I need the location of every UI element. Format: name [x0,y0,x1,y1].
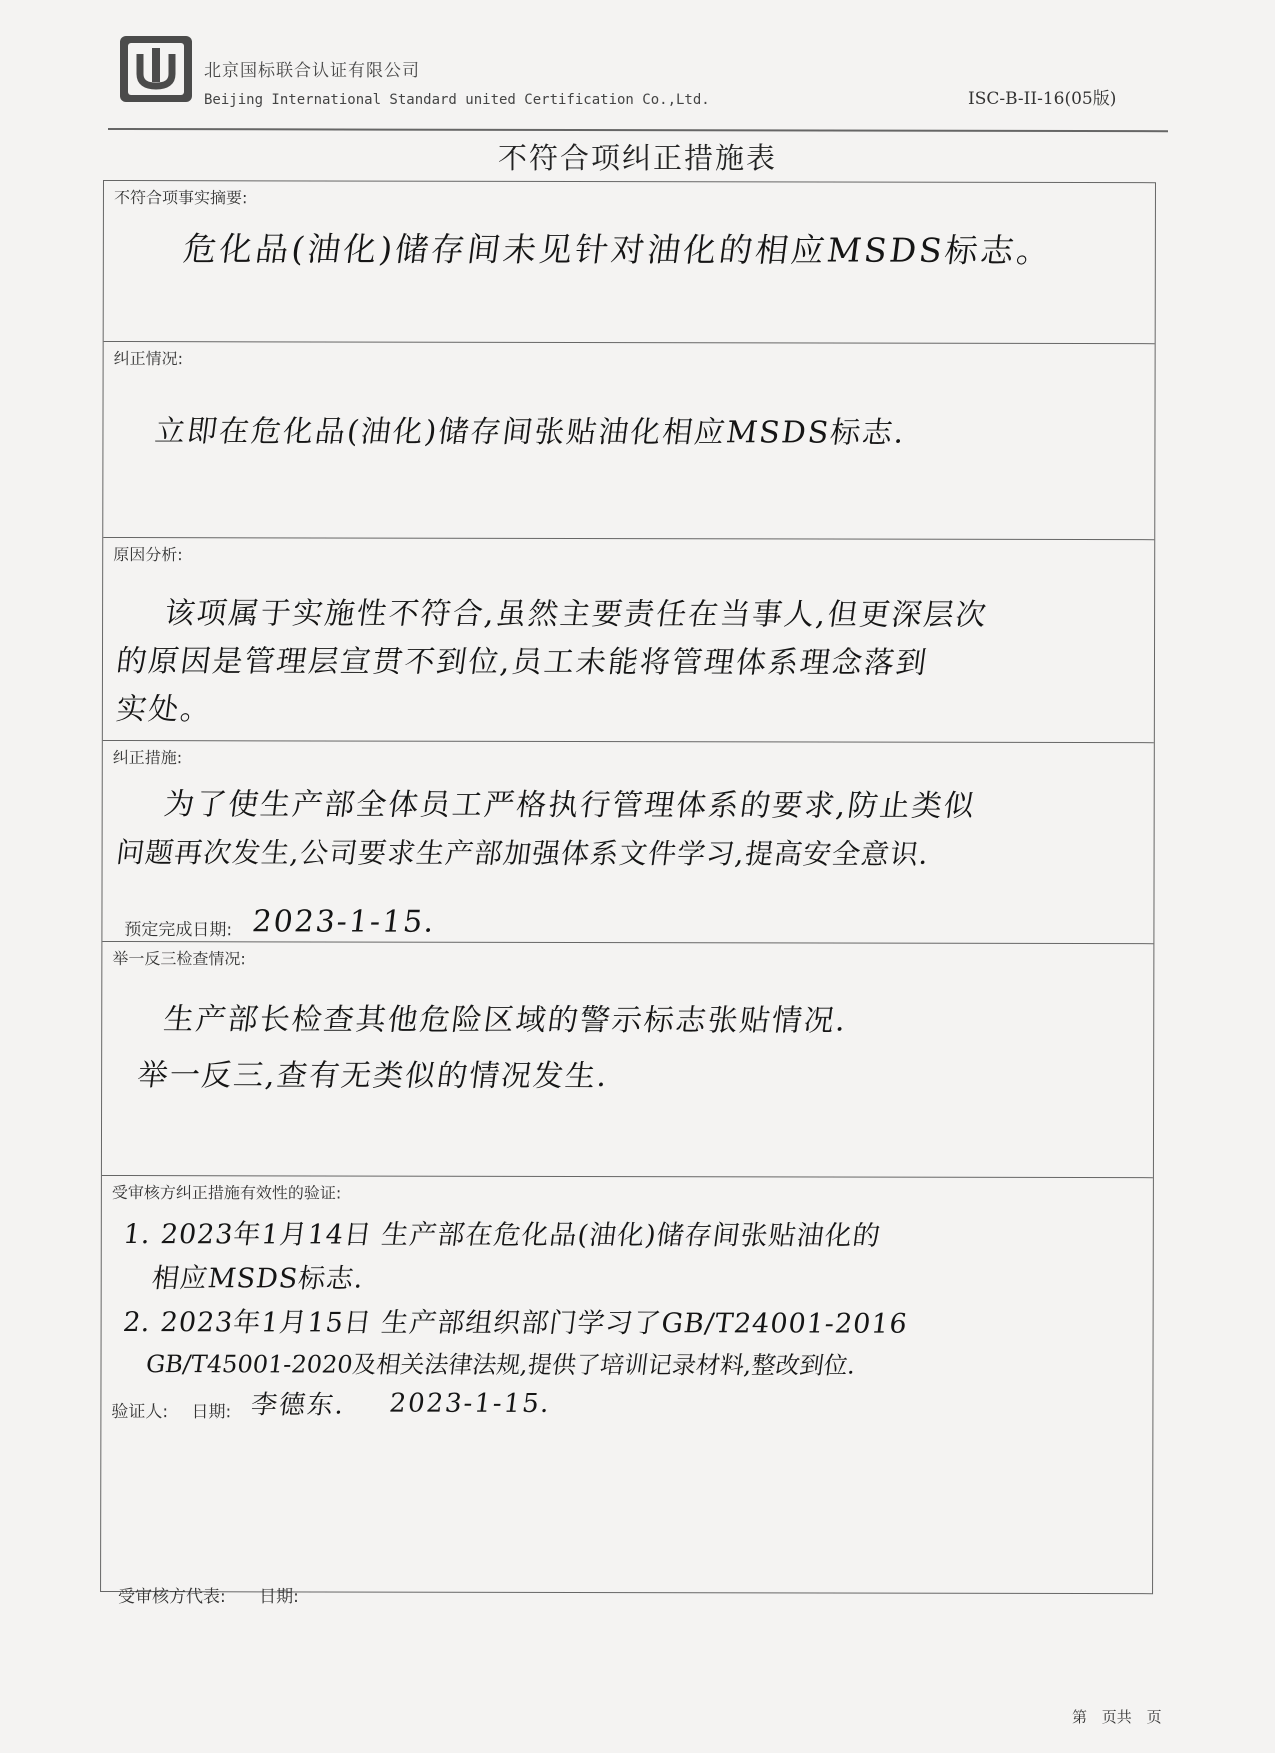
section-cause [103,537,1154,742]
cause-label: 原因分析: [113,545,183,565]
representative-row [118,1582,327,1607]
correction-text: 立即在危化品(油化)储存间张贴油化相应MSDS标志. [152,414,909,451]
company-logo-icon [118,34,194,104]
cause-line: 的原因是管理层宣贯不到位,员工未能将管理体系理念落到 [114,644,931,681]
verification-line: 相应MSDS标志. [121,1263,366,1295]
verification-line: 2. 2023年1月15日 生产部组织部门学习了GB/T24001-2016 [121,1307,910,1340]
form-code: ISC-B-II-16(05版) [968,89,1117,109]
company-name-cn: 北京国标联合认证有限公司 [204,61,420,81]
section-corrective-action [102,740,1153,943]
document-title: 不符合项纠正措施表 [497,141,777,175]
page-label-middle: 页共 [1101,1708,1132,1726]
planned-date-value: 2023-1-15. [250,904,439,940]
cause-line: 实处。 [114,692,215,728]
page-label-last: 页 [1146,1708,1162,1726]
cause-line: 该项属于实施性不符合,虽然主要责任在当事人,但更深层次 [162,596,990,633]
extension-line: 生产部长检查其他危险区域的警示标志张贴情况. [161,1002,850,1039]
representative-label: 受审核方代表: [118,1587,226,1607]
correction-label: 纠正情况: [113,349,184,369]
verifier-row [111,1397,249,1422]
company-name-en: Beijing International Standard united Certification Co.,Ltd. [204,92,710,108]
page-number-footer [1072,1706,1168,1727]
verifier-label: 验证人: [111,1402,169,1423]
verifier-date-value: 2023-1-15. [387,1388,553,1419]
corrective-action-label: 纠正措施: [112,748,183,768]
extension-label: 举一反三检查情况: [112,949,246,969]
verifier-signature: 李德东. [249,1390,348,1421]
corrective-action-form [100,180,1156,1594]
verification-line: GB/T45001-2020及相关法律法规,提供了培训记录材料,整改到位. [121,1350,858,1380]
corrective-action-line: 问题再次发生,公司要求生产部加强体系文件学习,提高安全意识. [114,836,932,871]
verifier-date-label: 日期: [191,1402,232,1423]
section-verification [101,1175,1153,1595]
representative-date-label: 日期: [259,1587,299,1607]
header-divider [108,128,1168,132]
page-label-first: 第 [1072,1708,1088,1726]
verification-line: 1. 2023年1月14日 生产部在危化品(油化)储存间张贴油化的 [121,1219,883,1252]
corrective-action-line: 为了使生产部全体员工严格执行管理体系的要求,防止类似 [162,787,978,824]
planned-date-label: 预定完成日期: [124,920,233,941]
finding-label: 不符合项事实摘要: [113,188,248,208]
finding-text: 危化品(油化)储存间未见针对油化的相应MSDS标志。 [181,229,1056,270]
verification-label: 受审核方纠正措施有效性的验证: [111,1183,342,1203]
section-extension-check [102,941,1153,1177]
extension-line: 举一反三,查有无类似的情况发生. [135,1058,611,1095]
section-correction [103,341,1154,539]
section-finding [104,181,1155,343]
